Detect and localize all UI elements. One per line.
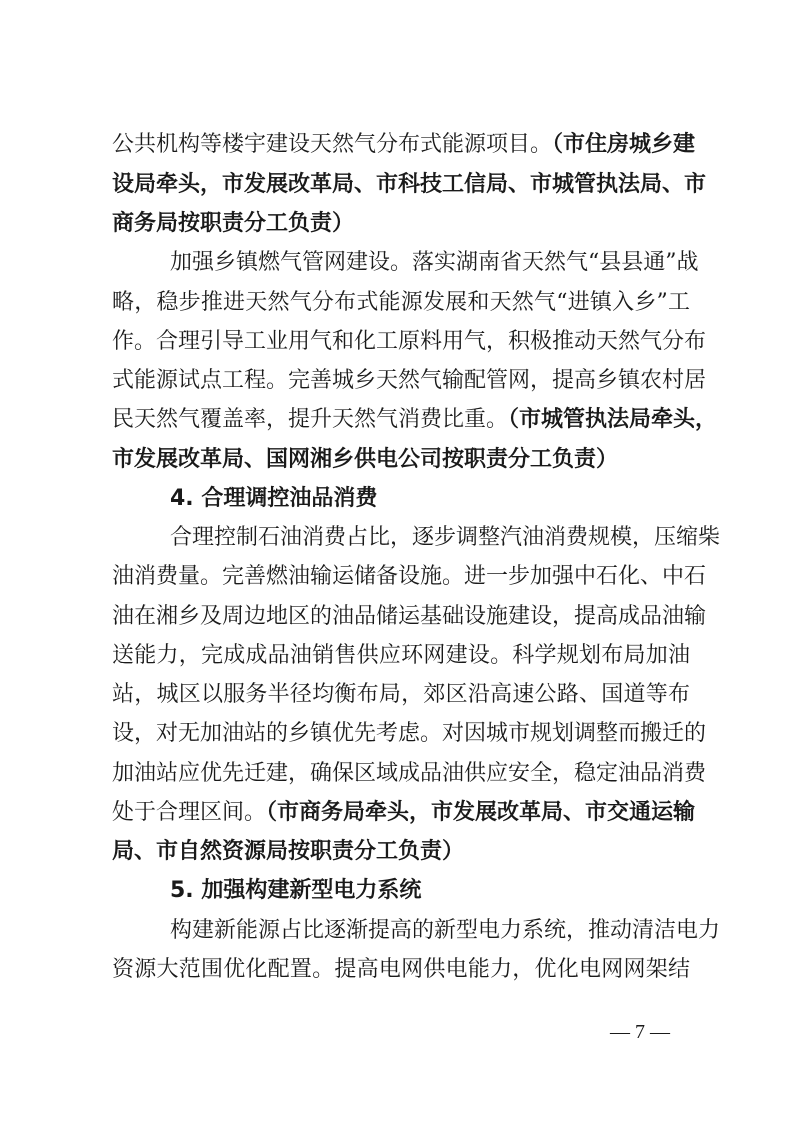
text: 站，城区以服务半径均衡布局，郊区沿高速公路、国道等布 xyxy=(112,682,690,707)
text-line xyxy=(112,562,707,592)
text-line xyxy=(112,366,707,396)
text: 加强乡镇燃气管网建设。落实湖南省天然气“县县通”战 xyxy=(170,250,699,275)
text-line xyxy=(112,445,690,475)
text: 公共机构等楼宇建设天然气分布式能源项目。 xyxy=(112,132,553,157)
bold-text: 设局牵头，市发展改革局、市科技工信局、市城管执法局、市 xyxy=(112,172,707,197)
bold-text: 商务局按职责分工负责） xyxy=(112,211,355,236)
text: 资源大范围优化配置。提高电网供电能力，优化电网网架结 xyxy=(112,957,690,982)
text: 作。合理引导工业用气和化工原料用气，积极推动天然气分布 xyxy=(112,329,707,354)
text-line xyxy=(112,170,707,200)
text-line xyxy=(112,916,721,946)
text-line xyxy=(112,484,690,514)
text-line xyxy=(112,680,690,710)
text-line xyxy=(112,405,718,435)
text-line xyxy=(112,798,696,828)
text-line xyxy=(112,759,707,789)
text: 处于合理区间。 xyxy=(112,800,267,825)
text-line xyxy=(112,209,690,239)
text: 油在湘乡及周边地区的油品储运基础设施建设，提高成品油输 xyxy=(112,604,707,629)
text-line xyxy=(112,955,690,985)
text: 式能源试点工程。完善城乡天然气输配管网，提高乡镇农村居 xyxy=(112,368,707,393)
text-line xyxy=(112,876,690,906)
text: 设，对无加油站的乡镇优先考虑。对因城市规划调整而搬迁的 xyxy=(112,721,707,746)
page-number: — 7 — xyxy=(610,1021,670,1043)
bold-text: （市住房城乡建 xyxy=(552,132,696,157)
text: 略，稳步推进天然气分布式能源发展和天然气“进镇入乡”工 xyxy=(112,290,690,315)
text-line xyxy=(112,837,690,867)
bold-text: 5. 加强构建新型电力系统 xyxy=(170,878,422,903)
text: 油消费量。完善燃油输运储备设施。进一步加强中石化、中石 xyxy=(112,564,707,589)
text: 加油站应优先迁建，确保区域成品油供应安全，稳定油品消费 xyxy=(112,761,707,786)
text-line xyxy=(112,641,690,671)
text: 合理控制石油消费占比，逐步调整汽油消费规模，压缩柴 xyxy=(170,525,721,550)
bold-text: 局、市自然资源局按职责分工负责） xyxy=(112,839,465,864)
bold-text: 市发展改革局、国网湘乡供电公司按职责分工负责） xyxy=(112,447,619,472)
text-line xyxy=(112,602,707,632)
text-line xyxy=(112,288,690,318)
text-line xyxy=(112,327,707,357)
text-line xyxy=(112,130,696,160)
text-line xyxy=(112,248,699,278)
text: 送能力，完成成品油销售供应环网建设。科学规划布局加油 xyxy=(112,643,690,668)
bold-text: （市城管执法局牵头， xyxy=(508,407,718,432)
text-line xyxy=(112,719,707,749)
text-line xyxy=(112,523,721,553)
bold-text: （市商务局牵头，市发展改革局、市交通运输 xyxy=(266,800,696,825)
text: 民天然气覆盖率，提升天然气消费比重。 xyxy=(112,407,509,432)
bold-text: 4. 合理调控油品消费 xyxy=(170,486,378,511)
text: 构建新能源占比逐渐提高的新型电力系统，推动清洁电力 xyxy=(170,918,721,943)
